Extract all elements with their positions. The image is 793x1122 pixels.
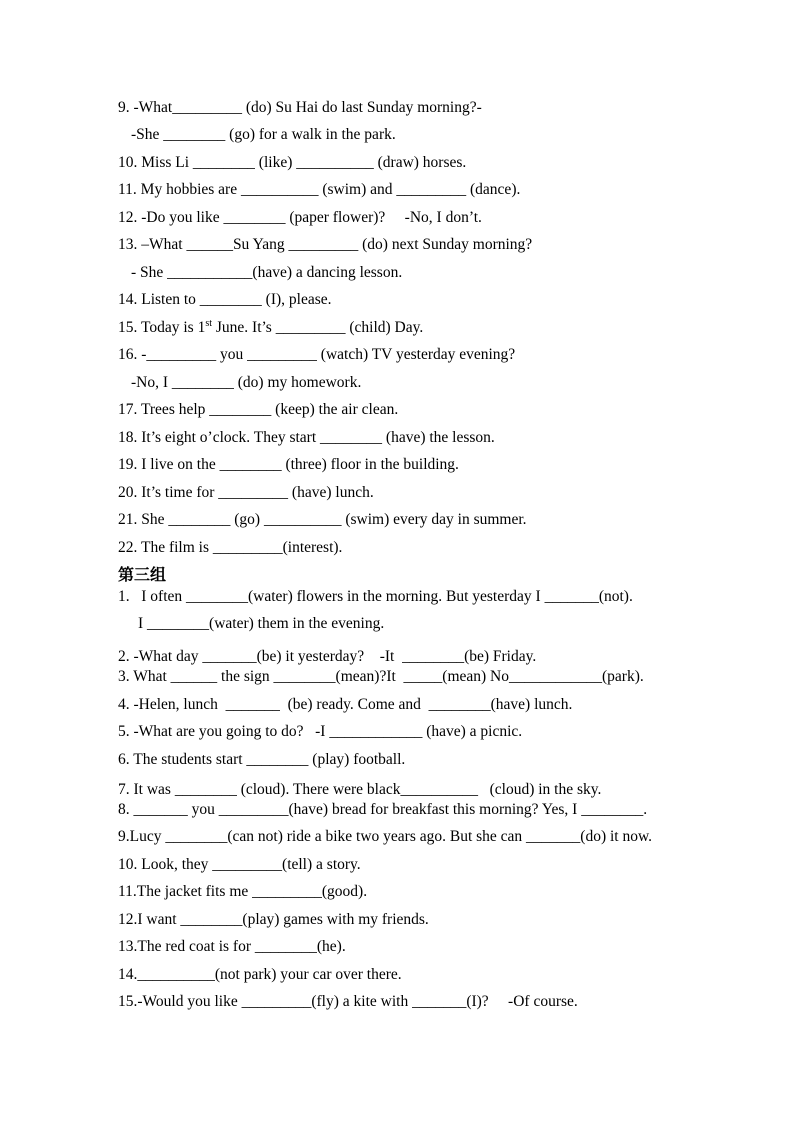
superscript-ordinal: st	[205, 317, 212, 329]
exercise-line: 14.__________(not park) your car over there.	[118, 965, 402, 983]
exercise-line: 11. My hobbies are __________ (swim) and _________ (dance).	[118, 181, 521, 198]
exercise-line: 14. Listen to ________ (I), please.	[118, 291, 332, 308]
exercise-line: 9. -What_________ (do) Su Hai do last Sunday morning?-	[118, 98, 482, 116]
exercise-line: 9.Lucy ________(can not) ride a bike two years ago. But she can _______(do) it now.	[118, 828, 653, 845]
exercise-line: 16. -_________ you _________ (watch) TV yesterday evening?	[118, 346, 516, 363]
exercise-section-2	[118, 98, 693, 558]
exercise-line: -She ________ (go) for a walk in the park.	[131, 126, 396, 143]
exercise-line: 2. -What day _______(be) it yesterday? -It ________(be) Friday.	[118, 648, 537, 665]
exercise-line: 22. The film is _________(interest).	[118, 538, 343, 556]
exercise-line: 20. It’s time for _________ (have) lunch.	[118, 483, 374, 501]
section-heading: 第三组	[118, 566, 167, 584]
exercise-line: 7. It was ________ (cloud). There were black__________ (cloud) in the sky.	[118, 780, 602, 798]
exercise-line: 11.The jacket fits me _________(good).	[118, 883, 368, 900]
exercise-line: 13.The red coat is for ________(he).	[118, 938, 346, 955]
exercise-line: 6. The students start ________ (play) football.	[118, 750, 406, 768]
exercise-line: 8. _______ you _________(have) bread for breakfast this morning? Yes, I ________.	[118, 800, 648, 818]
exercise-line: 15. Today is 1st June. It’s _________ (child) Day.	[118, 317, 424, 336]
section-lines	[118, 98, 693, 558]
exercise-line: 5. -What are you going to do? -I ____________ (have) a picnic.	[118, 723, 523, 740]
exercise-line: 13. –What ______Su Yang _________ (do) next Sunday morning?	[118, 236, 533, 253]
exercise-line: 3. What ______ the sign ________(mean)?It _____(mean) No____________(park).	[118, 668, 644, 685]
exercise-line: 4. -Helen, lunch _______ (be) ready. Come and ________(have) lunch.	[118, 695, 573, 713]
exercise-line: 12.I want ________(play) games with my friends.	[118, 910, 429, 928]
exercise-line: - She ___________(have) a dancing lesson.	[131, 263, 403, 281]
exercise-section-3	[118, 565, 693, 1013]
exercise-line: 12. -Do you like ________ (paper flower)? -No, I don’t.	[118, 208, 482, 226]
exercise-line: 1. I often ________(water) flowers in the morning. But yesterday I _______(not).	[118, 587, 633, 605]
section-lines	[118, 587, 693, 1013]
exercise-line: 19. I live on the ________ (three) floor in the building.	[118, 456, 459, 473]
exercise-line: I ________(water) them in the evening.	[138, 615, 385, 632]
exercise-line: 15.-Would you like _________(fly) a kite with _______(I)? -Of course.	[118, 993, 578, 1010]
exercise-line: -No, I ________ (do) my homework.	[131, 373, 362, 391]
exercise-line: 21. She ________ (go) __________ (swim) every day in summer.	[118, 511, 527, 528]
exercise-line: 17. Trees help ________ (keep) the air clean.	[118, 401, 399, 418]
exercise-line: 10. Look, they _________(tell) a story.	[118, 855, 361, 873]
exercise-line: 10. Miss Li ________ (like) __________ (draw) horses.	[118, 153, 467, 171]
exercise-line: 18. It’s eight o’clock. They start ________ (have) the lesson.	[118, 428, 495, 446]
